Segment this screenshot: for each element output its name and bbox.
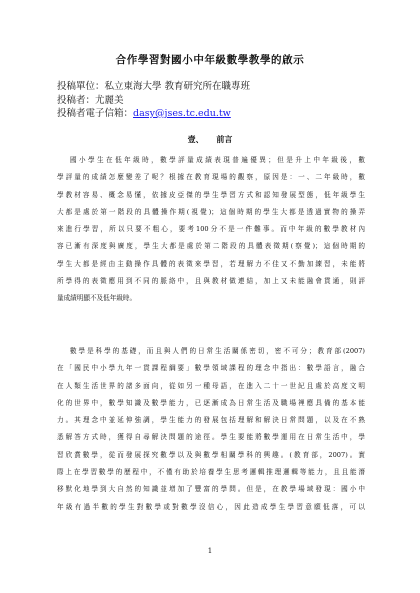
page-number: 1 (207, 547, 213, 555)
text-line: 國小學生在低年級時，數學評量成績表現普遍優異；但是升上中年級後，數 (70, 156, 365, 164)
author-email-line (57, 107, 250, 121)
text-line: 所學得的表徵應用到不同的脈絡中，且與教材做連結，加上又未能融會貫通，則評 (57, 277, 365, 286)
email-link[interactable]: dasy@jses.tc.edu.tw (133, 108, 231, 119)
text-line: 學生大都是經由主動操作具體的表徵來學習，若理解力不佳又不勤加練習，未能將 (57, 259, 365, 268)
submission-unit: 投稿單位：私立東海大學 教育研究所在職專班 (57, 81, 251, 92)
text-line: 在「國民中小學九年一貫課程綱要」數學領域課程的理念中指出：數學語言，融合 (57, 364, 365, 373)
text-line: 大都是處於第一階段的具體操作期(視覺)；這個時期的學生大都是透過實物的操弄 (57, 207, 365, 216)
text-line: 化的世界中，數學知識及數學能力，已逐漸成為日常生活及職場裡應具備的基本能 (57, 398, 365, 407)
text-line: 力。其理念中並延伸強調，學生能力的發展包括理解和解決日常問題，以及在不熟 (57, 416, 365, 425)
text-line: 際上在學習數學的歷程中，不僅有助於培養學生思考邏輯推理邏輯等能力，且且能潛 (57, 468, 365, 477)
paragraph-1 (57, 152, 365, 308)
text-line: 年級有過半數的學生對數學或對數學沒信心，因此造成學生學習意願低落，可以 (57, 502, 365, 511)
text-line: 數學是科學的基礎，而且與人們的日常生活關係密切，密不可分；教育部(2007) (70, 347, 365, 355)
email-label: 投稿者電子信箱： (57, 108, 134, 119)
text-line: 容已漸有深度與廣度，學生大都是處於第二階段的具體表徵期(察覺)；這個時期的 (57, 242, 365, 251)
text-line: 學評量的成績怎麼變差了呢？根據在教育現場的觀察，原因是：一、二年級時，數 (57, 173, 365, 182)
text-line: 來進行學習，所以只要不粗心，要考100分不是一件難事。而中年級的數學教材內 (57, 225, 365, 234)
author-name: 投稿者：尤麗美 (57, 94, 124, 106)
text-line: 移默化地學到大自然的知識並增加了豐富的學問。但是，在教學場域發現：國小中 (57, 485, 365, 494)
text-line: 習欣賞數學，從而發展探究數學以及與數學相關學科的興趣。(教育部，2007)。實 (57, 450, 365, 459)
text-line: 在人類生活世界的諸多面向，從如另一種母語，在進入二十一世紀且處於高度文明 (57, 381, 365, 390)
section-heading: 壹、 前言 (187, 135, 233, 144)
paragraph-2 (57, 343, 365, 516)
paper-title: 合作學習對國小中年級數學教學的啟示 (115, 54, 305, 66)
author-info (57, 80, 250, 121)
text-line: 悉解答方式時，獲得自尋解決問題的途徑。學生要能將數學運用在日常生活中，學 (57, 433, 365, 442)
text-line: 量成績明顯不及低年級時。 (57, 294, 137, 303)
text-line: 學教材容易、概念易懂，依據皮亞傑的學生學習方式和認知發展型態，低年級學生 (57, 190, 365, 199)
